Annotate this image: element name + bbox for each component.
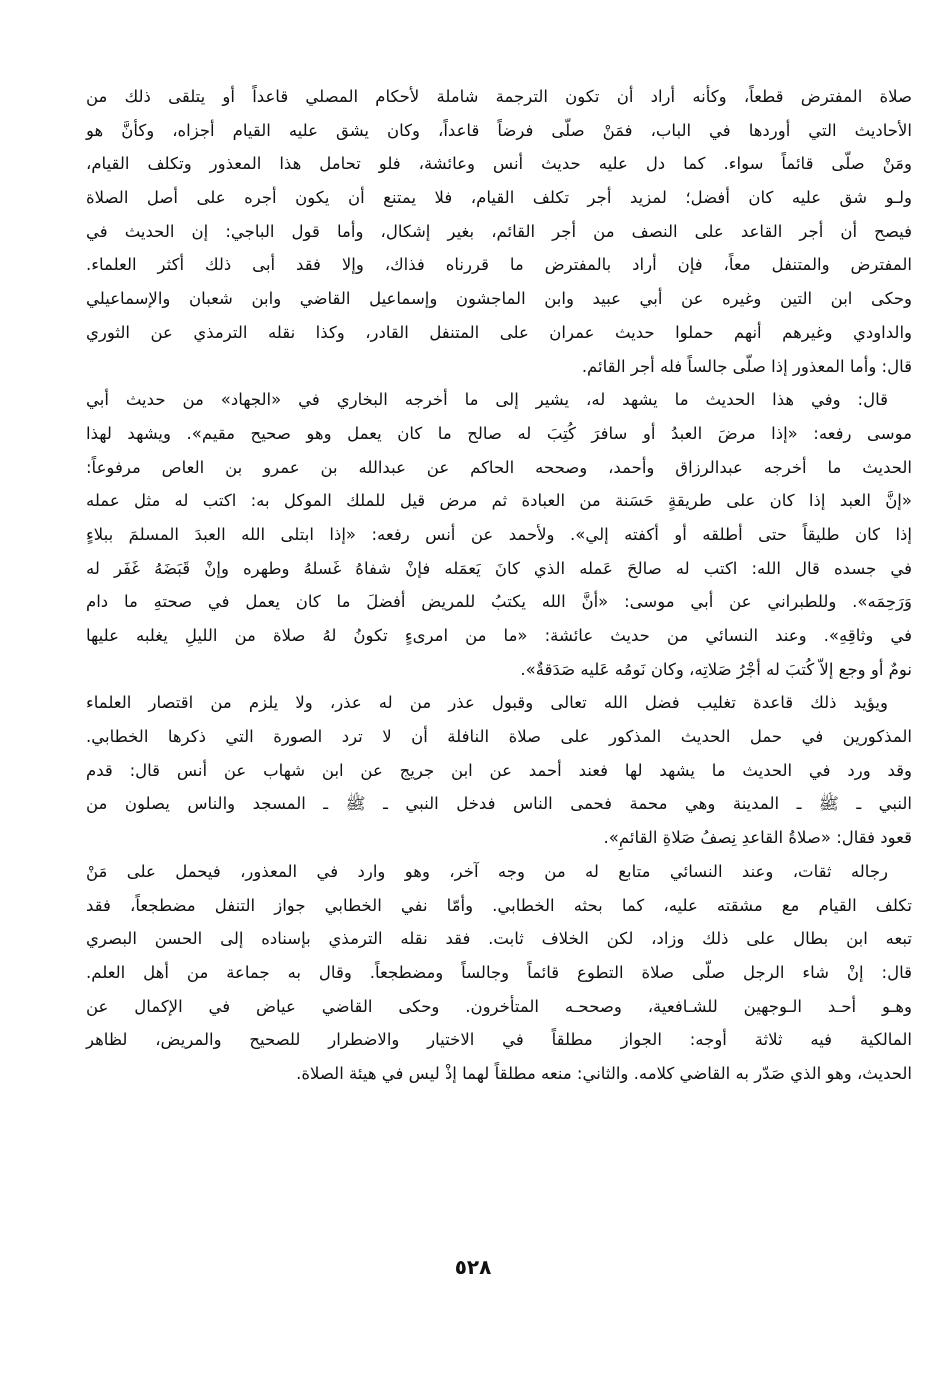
text-line: قال: وفي هذا الحديث ما يشهد له، يشير إلى ما أخرجه البخاري في «الجهاد» من حديث أبي: [86, 390, 888, 410]
text-line: صلاة المفترض قطعاً، وكأنه أراد أن تكون الترجمة شاملة لأحكام المصلي قاعداً أو يتلقى ذلك من: [86, 87, 912, 106]
text-line: المفترض والمتنفل معاً، فإن أراد بالمفترض ما قررناه فذاك، وإلا فقد أبى ذلك أكثر العلماء.: [86, 255, 912, 275]
text-line: تبعه ابن بطال على ذلك وزاد، لكن الخلاف ثابت. فقد نقله الترمذي بإسناده إلى الحسن البصري: [86, 929, 912, 949]
text-line: والداودي وغيرهم أنهم حملوا حديث عمران على المتنفل القادر، وكذا نقله الترمذي عن الثوري: [86, 322, 912, 342]
paragraph: [86, 686, 912, 854]
paragraph: [86, 855, 912, 1091]
text-line: تكلف القيام مع مشقته عليه، كما بحثه الخطابي. وأمّا نفي الخطابي جواز التنفل مضطجعاً، فقد: [86, 895, 912, 915]
paragraph: [86, 383, 912, 686]
text-line: النبي ـ ﷺ ـ المدينة وهي محمة فحمى الناس فدخل النبي ـ ﷺ ـ المسجد والناس يصلون من: [86, 794, 912, 814]
page-body-text: [86, 80, 912, 1091]
text-line: قعود فقال: «صلاةُ القاعدِ نِصفُ صَلاةِ القائمِ».: [603, 828, 912, 848]
text-line: وقد ورد في الحديث ما يشهد لها فعند أحمد عن ابن جريج عن ابن شهاب عن أنس قال: قدم: [86, 760, 912, 780]
text-line: نومٌ أو وجع إلاّ كُتبَ له أجْرُ صَلاتِه، وكان نَومُه عَليه صَدَقةٌ».: [520, 659, 912, 679]
text-line: الحديث ما أخرجه عبدالرزاق وأحمد، وصححه الحاكم عن عبدالله بن عمرو بن العاص مرفوعاً:: [86, 457, 912, 477]
text-line: الأحاديث التي أوردها في الباب، فمَنْ صلّى فرضاً قاعداً، وكان يشق عليه القيام أجزاه، وكأنَّ هو: [86, 120, 912, 140]
text-line: قال: إنْ شاء الرجل صلّى صلاة التطوع قائماً وجالساً ومضطجعاً. وقال به جماعة من أهل العلم.: [86, 962, 912, 982]
text-line: المالكية فيه ثلاثة أوجه: الجواز مطلقاً في الاختيار والاضطرار للصحيح والمريض، لظاهر: [86, 1030, 912, 1050]
text-line: ولـو شق عليه كان أفضل؛ لمزيد أجر تكلف القيام، فلا يمتنع أن يكون أجره على أصل الصلاة: [86, 188, 912, 208]
text-line: ويؤيد ذلك قاعدة تغليب فضل الله تعالى وقبول عذر من له عذر، ولا يلزم من اقتصار العلماء: [86, 693, 888, 713]
text-line: وَرَحِمَه». وللطبراني عن أبي موسى: «أنَّ الله يكتبُ للمريض أفضلَ ما كان يعمل في صحتهِ ما دام: [86, 592, 912, 612]
text-line: فيصح أن أجر القاعد على النصف من أجر القائم، بغير إشكال، وأما قول الباجي: إن الحديث في: [86, 221, 912, 241]
text-line: وهـو أحـد الـوجهين للشـافعية، وصححـه المتأخرون. وحكى القاضي عياض في الإكمال عن: [86, 996, 912, 1016]
text-line: في وثاقِهِ». وعند النسائي من حديث عائشة: «ما من امرىءٍ تكونُ لهُ صلاة من الليلِ يغلبه عليها: [86, 626, 912, 645]
text-line: رجاله ثقات، وعند النسائي متابع له من وجه آخر، وهو وارد في المعذور، فيحمل على مَنْ: [86, 861, 888, 881]
text-line: في جسده قال الله: اكتب له صالحَ عَمله الذي كانَ يَعمَله فإنْ شفاهُ غَسلهُ وطهره وإنْ قَبَضَهُ غَفَر له: [86, 558, 912, 578]
page-number: ٥٢٨: [454, 1255, 492, 1279]
paragraph: [86, 80, 912, 383]
text-line: «إنَّ العبد إذا كان على طريقةٍ حَسَنة من العبادة ثم مرض قيل للملك الموكل به: اكتب له مثل عمله: [86, 491, 912, 511]
text-line: المذكورين في حمل الحديث المذكور على صلاة النافلة أن لا ترد الصورة التي ذكرها الخطابي.: [86, 727, 912, 747]
text-line: إذا كان طليقاً حتى أطلقه أو أكفته إلي». ولأحمد عن أنس رفعه: «إذا ابتلى الله العبدَ المسلمَ ببلاءٍ: [86, 524, 912, 544]
text-line: قال: وأما المعذور إذا صلّى جالساً فله أجر القائم.: [581, 356, 912, 376]
text-line: وحكى ابن التين وغيره عن أبي عبيد وابن الماجشون وإسماعيل القاضي وابن شعبان والإسماعيلي: [86, 289, 912, 309]
text-line: موسى رفعه: «إذا مرضَ العبدُ أو سافرَ كُتِبَ له صالح ما كان يعمل وهو صحيح مقيم». ويشهد لهذا: [86, 423, 912, 443]
text-line: الحديث، وهو الذي صَدّر به القاضي كلامه. والثاني: منعه مطلقاً لهما إذْ ليس في هيئة الصلاة.: [296, 1063, 912, 1083]
text-line: ومَنْ صلّى قائماً سواء. كما دل عليه حديث أنس وعائشة، فلو تحامل هذا المعذور وتكلف القيام،: [86, 154, 912, 174]
